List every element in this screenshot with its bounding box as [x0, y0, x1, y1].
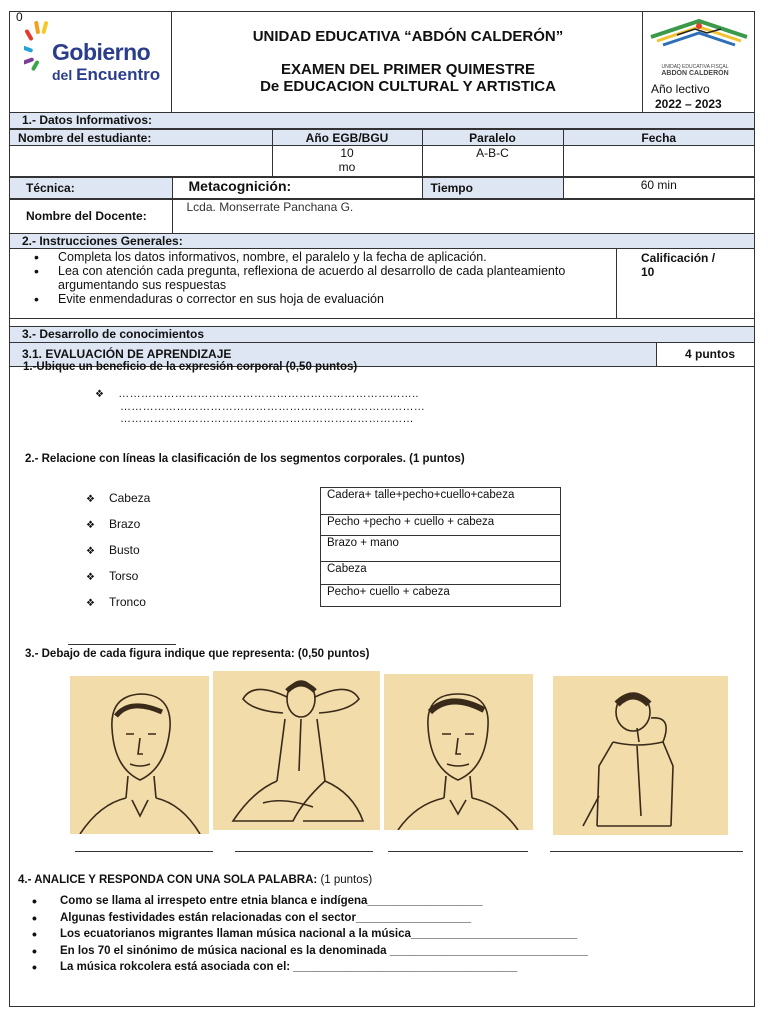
- list-item: ❖ Cabeza: [86, 491, 151, 505]
- time-label: Tiempo: [422, 178, 563, 199]
- school-logo-caption-name: ABDÓN CALDERÓN: [661, 70, 729, 77]
- segment-cell: Cabeza: [321, 562, 561, 585]
- diamond-bullet-icon: ❖: [86, 572, 95, 583]
- student-name-field[interactable]: [10, 146, 272, 177]
- segment-cell: Pecho+ cuello + cabeza: [321, 585, 561, 607]
- figure-face: [384, 674, 533, 830]
- school-year-label: Año lectivo: [651, 82, 710, 96]
- time-value: 60 min: [563, 178, 754, 199]
- student-info-table: [10, 129, 754, 177]
- technique-row: [10, 177, 754, 199]
- instruction-item: • Evite enmendaduras o corrector en sus hoja de evaluación: [58, 292, 608, 306]
- list-item: ❖ Torso: [86, 569, 139, 583]
- question-4-title: 4.- ANALICE Y RESPONDA CON UNA SOLA PALABRA: (1 puntos): [18, 874, 373, 886]
- question-4-list: [30, 893, 588, 976]
- body-parts-list: [86, 491, 150, 621]
- list-item[interactable]: • Algunas festividades están relacionadas con el sector__________________: [30, 910, 588, 927]
- list-item[interactable]: • La música rokcolera está asociada con el: ___________________________________: [30, 959, 588, 976]
- school-info-box: [642, 12, 754, 113]
- parallel-value: A-B-C: [422, 146, 563, 177]
- question-1-title: 1.-Ubique un beneficio de la expresión corporal (0,50 puntos): [23, 361, 358, 373]
- segment-cell: Cadera+ talle+pecho+cuello+cabeza: [321, 488, 561, 515]
- logo-title: Gobierno: [52, 39, 151, 65]
- instruction-item: • Completa los datos informativos, nombre, el paralelo y la fecha de aplicación.: [58, 250, 608, 264]
- government-logo: [10, 12, 172, 113]
- school-logo-caption: UNIDAD EDUCATIVA FISCAL: [661, 64, 729, 70]
- teacher-name: Lcda. Monserrate Panchana G.: [172, 200, 754, 234]
- figure-4-answer-line[interactable]: [550, 851, 743, 852]
- segment-cell: Brazo + mano: [321, 536, 561, 562]
- diamond-bullet-icon: ❖: [86, 494, 95, 505]
- diamond-bullet-icon: ❖: [86, 520, 95, 531]
- figure-head: [70, 676, 209, 834]
- logo-subtitle: del Encuentro: [52, 65, 161, 84]
- exam-title: EXAMEN DEL PRIMER QUIMESTRE: [281, 61, 535, 78]
- list-item[interactable]: • En los 70 el sinónimo de música nacional es la denominada _______________________________: [30, 943, 588, 960]
- section-3-1-title: 3.1. EVALUACIÓN DE APRENDIZAJE: [22, 347, 232, 361]
- column-student-name: Nombre del estudiante:: [10, 130, 272, 146]
- figure-neck: [553, 676, 728, 835]
- segments-table: [320, 487, 561, 607]
- instructions-list: [58, 250, 608, 306]
- man-face-icon: [384, 674, 533, 830]
- grade-box: Calificación / 10: [616, 249, 754, 318]
- figure-2-answer-line[interactable]: [235, 851, 373, 852]
- list-item: ❖ Brazo: [86, 517, 141, 531]
- government-logo-icon: [24, 17, 54, 73]
- figure-3-answer-line[interactable]: [388, 851, 528, 852]
- column-grade-year: Año EGB/BGU: [272, 130, 422, 146]
- figure-1-answer-line[interactable]: [75, 851, 213, 852]
- school-year-value: 2022 – 2023: [655, 97, 722, 111]
- column-date: Fecha: [563, 130, 754, 146]
- grade-year-value: 10 mo: [272, 146, 422, 177]
- blank-line: [68, 644, 176, 645]
- column-parallel: Paralelo: [422, 130, 563, 146]
- teacher-row: [10, 199, 754, 234]
- segment-cell: Pecho +pecho + cuello + cabeza: [321, 515, 561, 536]
- metacognition-label: Metacognición:: [172, 178, 422, 199]
- exam-title-block: [172, 12, 644, 113]
- man-touching-neck-icon: [553, 676, 728, 835]
- exam-header: [10, 12, 754, 113]
- date-field[interactable]: [563, 146, 754, 177]
- list-item: ❖ Busto: [86, 543, 140, 557]
- section-3-title: 3.- Desarrollo de conocimientos: [10, 327, 754, 343]
- exam-subject: De EDUCACION CULTURAL Y ARTISTICA: [260, 78, 556, 95]
- question-2-title: 2.- Relacione con líneas la clasificación de los segmentos corporales. (1 puntos): [25, 453, 465, 465]
- question-1-answer-lines[interactable]: ❖ …………………………………………………………………….. ……………………………………………………………………… ……………………………………………………………………: [95, 388, 426, 425]
- figure-full-body: [213, 671, 380, 830]
- instructions-block: [10, 249, 754, 319]
- teacher-label: Nombre del Docente:: [10, 200, 172, 234]
- school-name: UNIDAD EDUCATIVA “ABDÓN CALDERÓN”: [252, 28, 564, 45]
- sitting-man-icon: [213, 671, 380, 830]
- list-item[interactable]: • Los ecuatorianos migrantes llaman música nacional a la música__________________________: [30, 926, 588, 943]
- section-1-title: 1.- Datos Informativos:: [10, 113, 754, 129]
- instruction-item: • Lea con atención cada pregunta, reflexiona de acuerdo al desarrollo de cada planteamiento argumentando sus respuestas: [58, 264, 608, 292]
- diamond-bullet-icon: ❖: [86, 598, 95, 609]
- school-logo-icon: [647, 15, 751, 55]
- list-item: ❖ Tronco: [86, 595, 146, 609]
- man-portrait-icon: [70, 676, 209, 834]
- section-2-title: 2.- Instrucciones Generales:: [10, 234, 754, 249]
- technique-label: Técnica:: [10, 178, 172, 199]
- diamond-bullet-icon: ❖: [95, 389, 105, 400]
- diamond-bullet-icon: ❖: [86, 546, 95, 557]
- section-points: 4 puntos: [656, 343, 754, 366]
- page-number: 0: [16, 10, 23, 24]
- question-3-title: 3.- Debajo de cada figura indique que representa: (0,50 puntos): [25, 648, 370, 660]
- list-item[interactable]: • Como se llama al irrespeto entre etnia blanca e indígena__________________: [30, 893, 588, 910]
